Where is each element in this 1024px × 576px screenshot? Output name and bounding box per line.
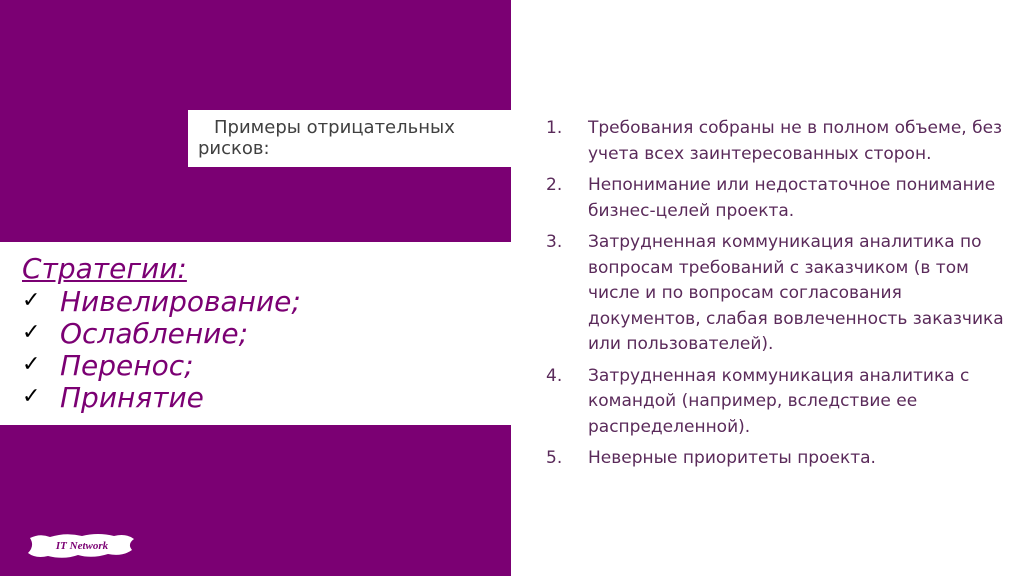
checkmark-icon: ✓ — [22, 352, 41, 377]
it-network-logo — [26, 530, 138, 562]
list-item — [546, 446, 1016, 472]
strategy-item — [22, 381, 511, 413]
strategy-label: Принятие — [60, 380, 204, 414]
strategy-item — [22, 349, 511, 381]
risk-list — [546, 116, 1016, 478]
list-item — [546, 364, 1016, 441]
logo-text: IT Network — [55, 540, 109, 552]
left-panel — [0, 0, 511, 576]
list-text: Затрудненная коммуникация аналитика по вопросам требований с заказчиком (в том числе и по вопросам согласования документов, слабая вовлеченность заказчика или пользователей). — [588, 232, 1004, 354]
list-item — [546, 116, 1016, 167]
list-text: Требования собраны не в полном объеме, без учета всех заинтересованных сторон. — [588, 118, 1003, 164]
list-item — [546, 173, 1016, 224]
list-text: Затрудненная коммуникация аналитика с командой (например, вследствие ее распределенной). — [588, 365, 970, 437]
list-number: 2. — [546, 175, 563, 195]
strategy-box — [0, 242, 511, 425]
list-number: 3. — [546, 232, 563, 252]
checkmark-icon: ✓ — [22, 320, 41, 345]
list-text: Неверные приоритеты проекта. — [588, 448, 876, 468]
checkmark-icon: ✓ — [22, 288, 41, 313]
strategy-item — [22, 317, 511, 349]
checkmark-icon: ✓ — [22, 384, 41, 409]
slide-title: Примеры отрицательных рисков: — [198, 117, 455, 159]
strategy-label: Ослабление; — [60, 316, 249, 350]
list-number: 1. — [546, 118, 563, 138]
list-item — [546, 230, 1016, 358]
list-number: 5. — [546, 448, 563, 468]
strategy-label: Нивелирование; — [60, 284, 301, 318]
slide-title-box — [188, 110, 511, 167]
list-number: 4. — [546, 365, 563, 386]
strategy-heading: Стратегии: — [22, 252, 187, 285]
strategy-item — [22, 285, 511, 317]
strategy-label: Перенос; — [60, 348, 194, 382]
list-text: Непонимание или недостаточное понимание бизнес-целей проекта. — [588, 175, 996, 221]
